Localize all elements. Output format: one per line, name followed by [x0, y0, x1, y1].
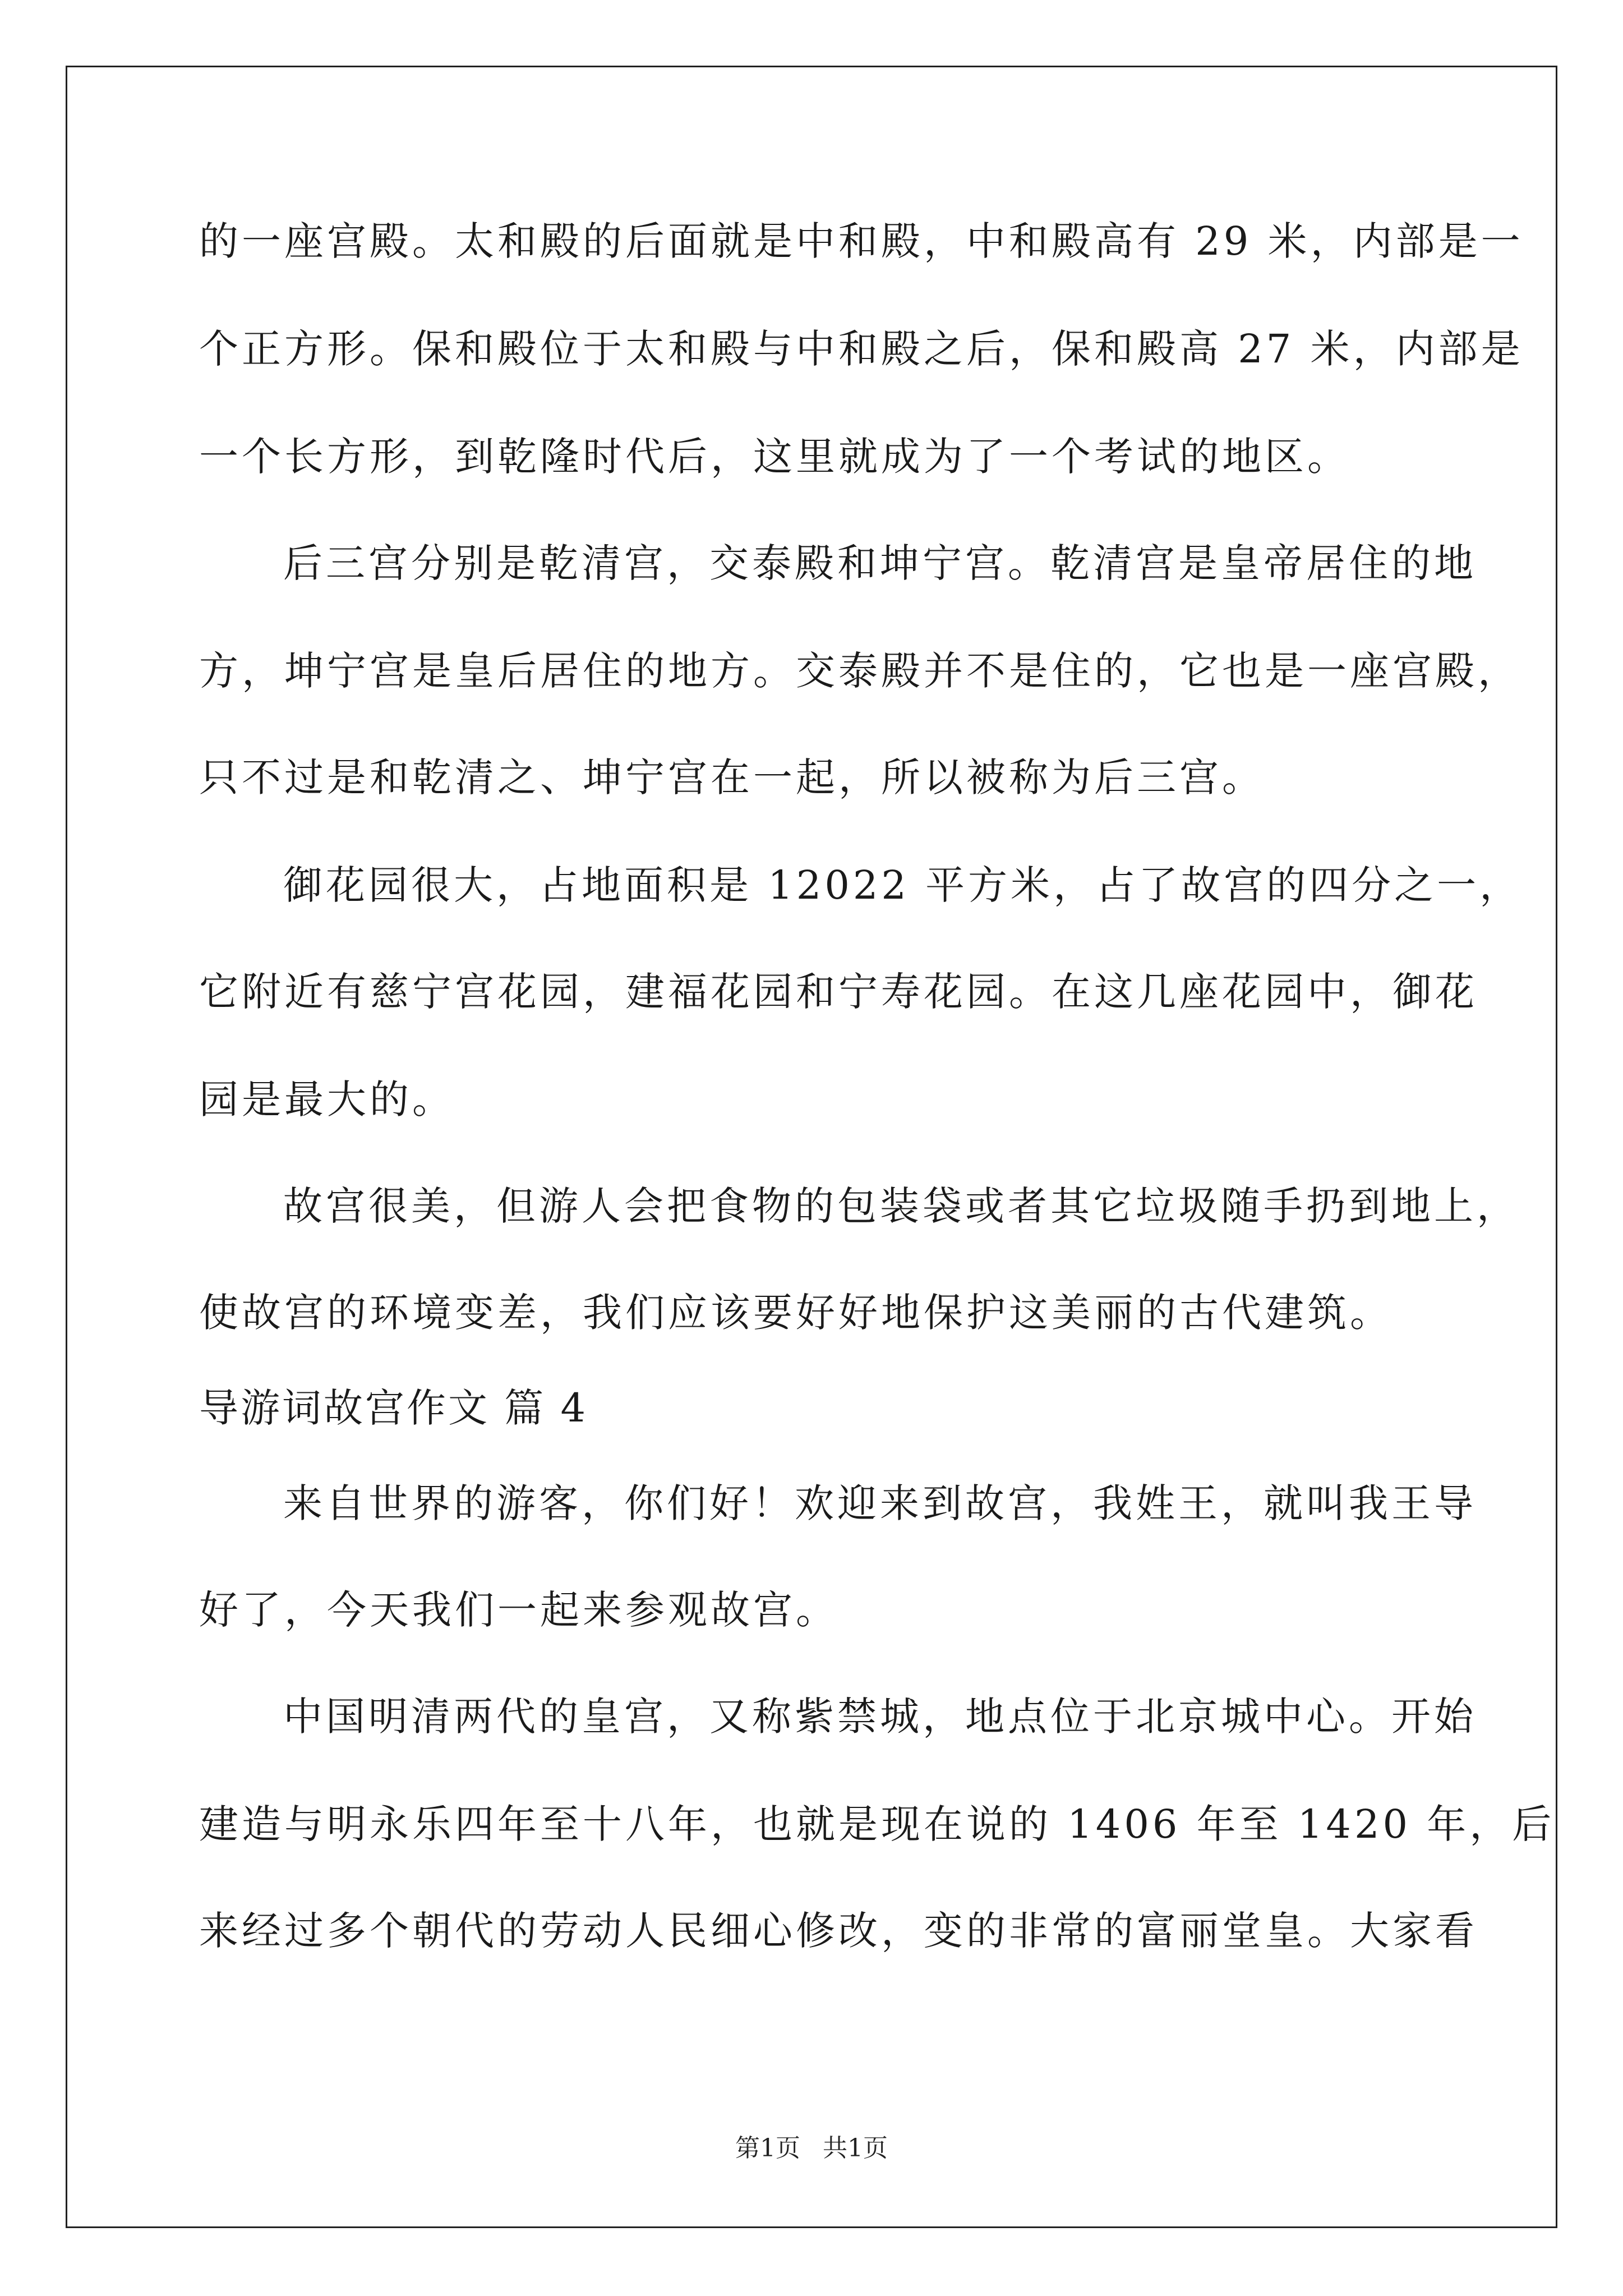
text-line: 一个长方形，到乾隆时代后，这里就成为了一个考试的地区。	[199, 434, 1350, 480]
text-line: 建造与明永乐四年至十八年，也就是现在说的 1406 年至 1420 年，后	[199, 1801, 1555, 1847]
text-line: 的一座宫殿。太和殿的后面就是中和殿，中和殿高有 29 米，内部是一	[199, 218, 1524, 264]
text-line: 个正方形。保和殿位于太和殿与中和殿之后，保和殿高 27 米，内部是	[199, 326, 1524, 372]
paragraph-start-line: 御花园很大，占地面积是 12022 平方米，占了故宫的四分之一，	[283, 862, 1523, 908]
paragraph-start-line: 来自世界的游客，你们好！欢迎来到故宫，我姓王，就叫我王导	[283, 1480, 1477, 1526]
page-number-current: 第1页	[735, 2134, 800, 2162]
page-number-total: 共1页	[823, 2134, 888, 2162]
text-line: 使故宫的环境变差，我们应该要好好地保护这美丽的古代建筑。	[199, 1290, 1393, 1336]
text-line: 来经过多个朝代的劳动人民细心修改，变的非常的富丽堂皇。大家看	[199, 1908, 1478, 1954]
text-line: 只不过是和乾清之、坤宁宫在一起，所以被称为后三宫。	[199, 754, 1265, 800]
paragraph-start-line: 后三宫分别是乾清宫，交泰殿和坤宁宫。乾清宫是皇帝居住的地	[283, 540, 1477, 586]
text-line: 好了，今天我们一起来参观故宫。	[199, 1587, 838, 1633]
section-heading: 导游词故宫作文 篇 4	[199, 1385, 588, 1431]
paragraph-start-line: 故宫很美，但游人会把食物的包装袋或者其它垃圾随手扔到地上，	[283, 1183, 1519, 1229]
paragraph-start-line: 中国明清两代的皇宫，又称紫禁城，地点位于北京城中心。开始	[283, 1694, 1477, 1740]
text-line: 园是最大的。	[199, 1076, 455, 1122]
page-footer	[0, 2132, 1623, 2165]
text-line: 方，坤宁宫是皇后居住的地方。交泰殿并不是住的，它也是一座宫殿，	[199, 648, 1520, 694]
text-line: 它附近有慈宁宫花园，建福花园和宁寿花园。在这几座花园中，御花	[199, 969, 1478, 1015]
